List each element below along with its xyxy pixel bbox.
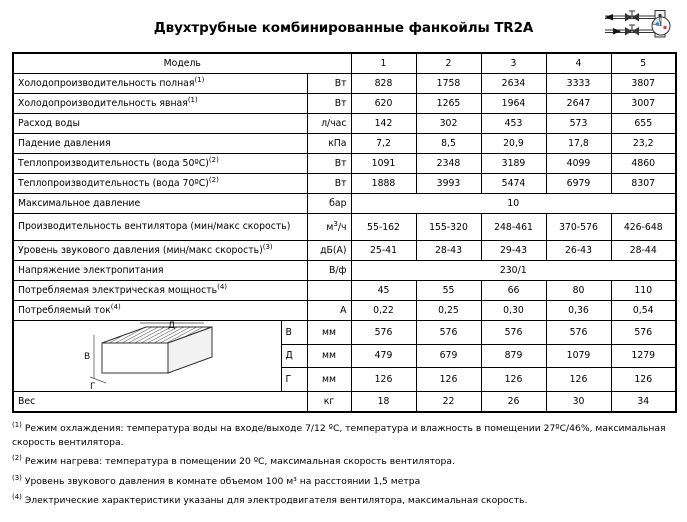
column-header-2: 2: [416, 53, 481, 74]
footnote-text: Режим нагрева: температура в помещении 20 ºC, максимальная скорость вентилятора.: [21, 456, 455, 467]
row-unit: $м^3/ч$: [307, 214, 351, 241]
table-row: [13, 154, 676, 174]
value-cell: 302: [416, 114, 481, 134]
footnote-marker: (1): [12, 420, 22, 429]
row-unit: [307, 281, 351, 301]
row-label: Теплопроизводительность (вода 50ºC)$^{(2)}$: [13, 154, 307, 174]
value-cell: 0,22: [351, 301, 416, 321]
value-cell: 426-648: [611, 214, 676, 241]
footnote-marker: (4): [217, 282, 228, 291]
table-header-row: [13, 53, 676, 74]
row-label: Максимальное давление: [13, 194, 307, 214]
column-header-4: 4: [546, 53, 611, 74]
row-unit: кПа: [307, 134, 351, 154]
dimension-unit: мм: [307, 344, 351, 368]
value-cell: 28-43: [416, 241, 481, 261]
row-unit: кг: [307, 392, 351, 413]
value-cell: 576: [481, 321, 546, 345]
value-cell: 55: [416, 281, 481, 301]
value-cell: 0,25: [416, 301, 481, 321]
value-cell: 655: [611, 114, 676, 134]
value-cell: 8,5: [416, 134, 481, 154]
value-cell: 1964: [481, 94, 546, 114]
dimension-letter: В: [281, 321, 307, 345]
footnote-text: Электрические характеристики указаны для электродвигателя вентилятора, максимальная скорость.: [21, 495, 528, 506]
row-label: Холодопроизводительность полная$^{(1)}$: [13, 74, 307, 94]
footnote-text: Режим охлаждения: температура воды на входе/выходе 7/12 ºC, температура и влажность в помещении 27ºC/46%, максимальная скорость вентилятора.: [12, 423, 666, 448]
row-label: Потребляемый ток$^{(4)}$: [13, 301, 307, 321]
value-cell: 45: [351, 281, 416, 301]
page-header: [0, 0, 687, 52]
footnote: [12, 422, 675, 449]
value-cell: 0,54: [611, 301, 676, 321]
value-cell: 370-576: [546, 214, 611, 241]
row-label: Падение давления: [13, 134, 307, 154]
footnote-marker: (3): [12, 473, 22, 482]
row-unit: Вт: [307, 154, 351, 174]
value-cell: 0,30: [481, 301, 546, 321]
value-cell: 3189: [481, 154, 546, 174]
footnote-marker: (2): [208, 175, 219, 184]
value-cell: 620: [351, 94, 416, 114]
value-cell: 3807: [611, 74, 676, 94]
footnotes-section: [12, 422, 675, 508]
row-label: Вес: [13, 392, 307, 413]
table-row: [13, 261, 676, 281]
row-label: Напряжение электропитания: [13, 261, 307, 281]
footnote-marker: (2): [12, 453, 22, 462]
weight-row: [13, 392, 676, 413]
value-cell: 126: [546, 368, 611, 392]
footnote: [12, 475, 675, 489]
table-row: [13, 174, 676, 194]
row-label: Холодопроизводительность явная$^{(1)}$: [13, 94, 307, 114]
table-row: [13, 94, 676, 114]
row-unit: Вт: [307, 94, 351, 114]
value-cell: 2348: [416, 154, 481, 174]
value-cell: 576: [546, 321, 611, 345]
value-cell: 126: [416, 368, 481, 392]
value-cell: 828: [351, 74, 416, 94]
table-row: [13, 241, 676, 261]
value-cell: 23,2: [611, 134, 676, 154]
value-cell: 1758: [416, 74, 481, 94]
value-cell: 679: [416, 344, 481, 368]
value-cell: 110: [611, 281, 676, 301]
row-label: Теплопроизводительность (вода 70ºC)$^{(2)}$: [13, 174, 307, 194]
row-unit: бар: [307, 194, 351, 214]
value-cell: 80: [546, 281, 611, 301]
row-label: Потребляемая электрическая мощность$^{(4)}$: [13, 281, 307, 301]
value-cell: 26-43: [546, 241, 611, 261]
value-cell: 126: [481, 368, 546, 392]
value-cell: 25-41: [351, 241, 416, 261]
value-cell: 5474: [481, 174, 546, 194]
merged-value-cell: 10: [351, 194, 676, 214]
row-unit: А: [307, 301, 351, 321]
value-cell: 3333: [546, 74, 611, 94]
dimension-letter: Д: [281, 344, 307, 368]
value-cell: 576: [351, 321, 416, 345]
column-header-3: 3: [481, 53, 546, 74]
value-cell: 1279: [611, 344, 676, 368]
value-cell: 55-162: [351, 214, 416, 241]
value-cell: 3007: [611, 94, 676, 114]
svg-text:В: В: [84, 352, 91, 362]
value-cell: 66: [481, 281, 546, 301]
dimension-row: [13, 321, 676, 345]
value-cell: 17,8: [546, 134, 611, 154]
page-title: Двухтрубные комбинированные фанкойлы TR2A: [153, 20, 534, 36]
value-cell: 576: [611, 321, 676, 345]
two-pipe-fancoil-schematic-icon: [601, 4, 679, 44]
footnote: [12, 455, 675, 469]
value-cell: 8307: [611, 174, 676, 194]
value-cell: 6979: [546, 174, 611, 194]
specification-table: [12, 52, 677, 413]
row-unit: В/ф: [307, 261, 351, 281]
value-cell: 3993: [416, 174, 481, 194]
value-cell: 453: [481, 114, 546, 134]
table-row: [13, 134, 676, 154]
footnote-text: Уровень звукового давления в комнате объемом 100 м³ на расстоянии 1,5 метра: [21, 475, 421, 487]
value-cell: 2647: [546, 94, 611, 114]
value-cell: 1888: [351, 174, 416, 194]
spec-table-container: [12, 52, 675, 413]
value-cell: 22: [416, 392, 481, 413]
fancoil-dimensions-diagram: [13, 321, 281, 392]
dimension-unit: мм: [307, 368, 351, 392]
merged-value-cell: 230/1: [351, 261, 676, 281]
value-cell: 1265: [416, 94, 481, 114]
footnote-marker: (1): [194, 75, 205, 84]
footnote-marker: (4): [12, 492, 22, 501]
value-cell: 4099: [546, 154, 611, 174]
footnote: [12, 494, 675, 508]
table-row: [13, 214, 676, 241]
value-cell: 248-461: [481, 214, 546, 241]
value-cell: 479: [351, 344, 416, 368]
footnote-marker: (4): [110, 302, 121, 311]
value-cell: 28-44: [611, 241, 676, 261]
dimension-letter: Г: [281, 368, 307, 392]
table-row: [13, 114, 676, 134]
column-header-5: 5: [611, 53, 676, 74]
value-cell: 126: [351, 368, 416, 392]
value-cell: 1091: [351, 154, 416, 174]
row-unit: Вт: [307, 174, 351, 194]
value-cell: 573: [546, 114, 611, 134]
footnote-marker: (2): [208, 155, 219, 164]
table-row: [13, 194, 676, 214]
value-cell: 34: [611, 392, 676, 413]
table-row: [13, 74, 676, 94]
row-label: Расход воды: [13, 114, 307, 134]
value-cell: 155-320: [416, 214, 481, 241]
value-cell: 126: [611, 368, 676, 392]
value-cell: 7,2: [351, 134, 416, 154]
footnote-marker: (3): [262, 242, 273, 251]
value-cell: 29-43: [481, 241, 546, 261]
value-cell: 2634: [481, 74, 546, 94]
value-cell: 30: [546, 392, 611, 413]
column-header-1: 1: [351, 53, 416, 74]
value-cell: 0,36: [546, 301, 611, 321]
value-cell: 1079: [546, 344, 611, 368]
model-header-cell: Модель: [13, 53, 351, 74]
spec-table-body: [13, 53, 676, 412]
value-cell: 142: [351, 114, 416, 134]
value-cell: 576: [416, 321, 481, 345]
row-label: Уровень звукового давления (мин/макс скорость)$^{(3)}$: [13, 241, 307, 261]
row-unit: дБ(А): [307, 241, 351, 261]
value-cell: 879: [481, 344, 546, 368]
row-unit: л/час: [307, 114, 351, 134]
value-cell: 20,9: [481, 134, 546, 154]
footnote-marker: (1): [187, 95, 198, 104]
table-row: [13, 281, 676, 301]
dimension-unit: мм: [307, 321, 351, 345]
table-row: [13, 301, 676, 321]
svg-text:Г: Г: [90, 382, 96, 391]
value-cell: 4860: [611, 154, 676, 174]
value-cell: 26: [481, 392, 546, 413]
row-unit: Вт: [307, 74, 351, 94]
row-label: Производительность вентилятора (мин/макс скорость): [13, 214, 307, 241]
value-cell: 18: [351, 392, 416, 413]
svg-text:Д: Д: [168, 321, 176, 331]
